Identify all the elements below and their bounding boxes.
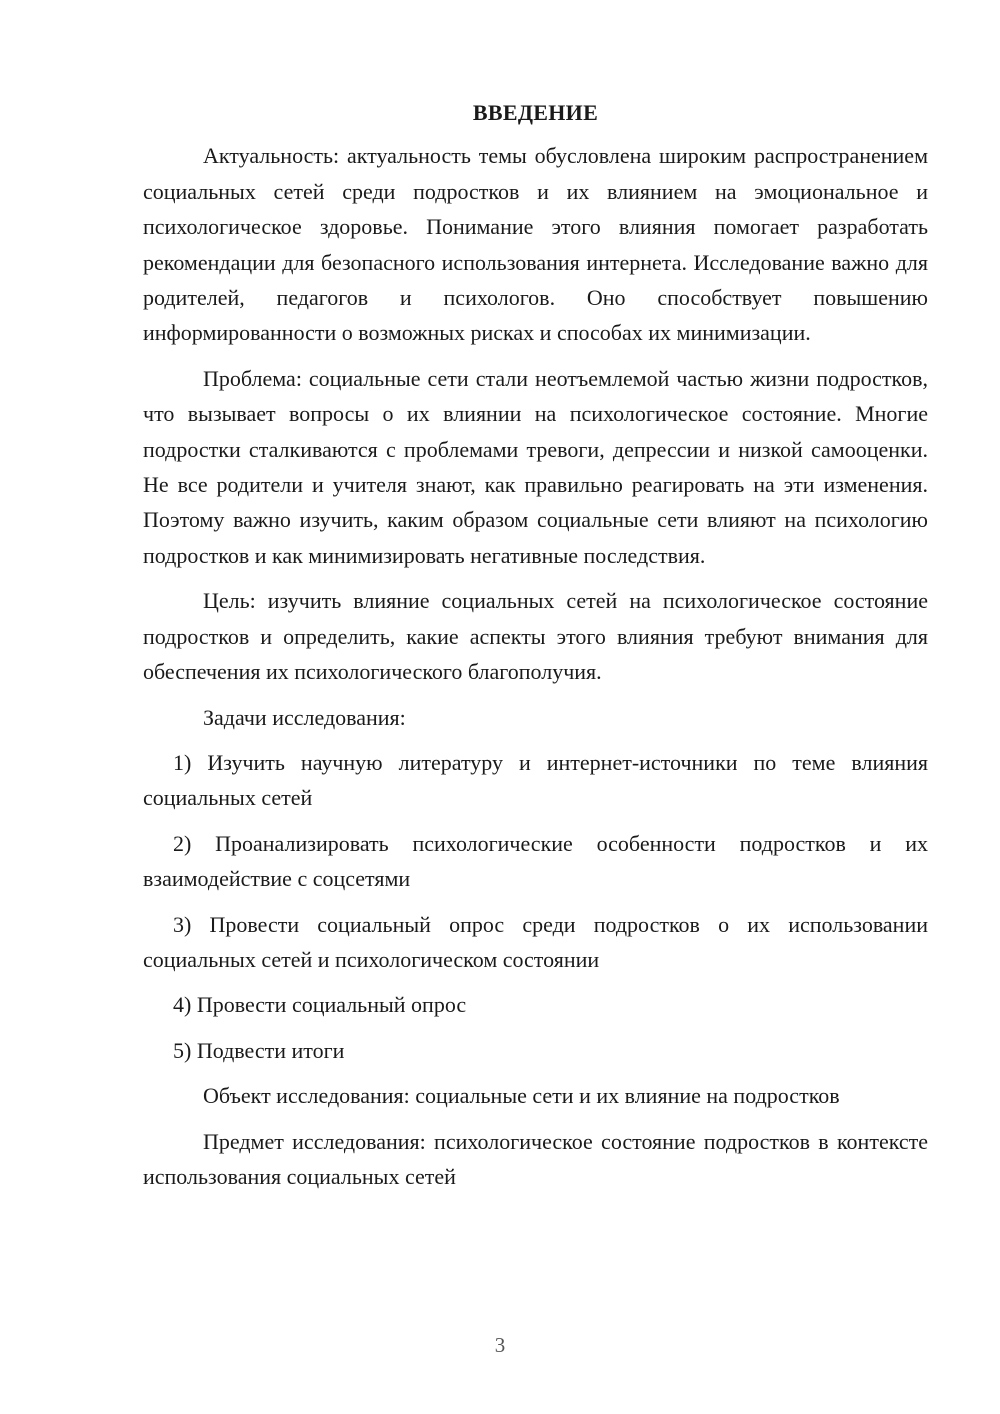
task-item-1: 1) Изучить научную литературу и интернет-источники по теме влияния социальных сетей [143,749,928,811]
task-item-3: 3) Провести социальный опрос среди подростков о их использовании социальных сетей и психологическом состоянии [143,911,928,972]
document-title: ВВЕДЕНИЕ [472,100,599,125]
research-subject: Предмет исследования: психологическое состояние подростков в контексте использования социальных сетей [143,1128,928,1189]
research-object: Объект исследования: социальные сети и их влияние на подростков [203,1083,840,1109]
task-item-4: 4) Провести социальный опрос [173,992,467,1018]
paragraph-goal: Цель: изучить влияние социальных сетей на психологическое состояние подростков и определить, какие аспекты этого влияния требуют внимания для обеспечения их психологического благополучия. [143,588,928,685]
paragraph-relevance: Актуальность: актуальность темы обусловлена широким распространением социальных сетей среди подростков и их влиянием на эмоциональное и психологическое здоровье. Понимание этого влияния помогает разработать рекомендации для безопасного использования интернета. Исследование важно для родителей, педагогов и психологов. Оно способствует повышению информированности о возможных рисках и способах их минимизации. [143,143,928,346]
task-item-5: 5) Подвести итоги [173,1037,345,1063]
task-item-2: 2) Проанализировать психологические особенности подростков и их взаимодействие с соцсетями [143,830,928,892]
tasks-heading: Задачи исследования: [203,704,406,730]
paragraph-problem: Проблема: социальные сети стали неотъемлемой частью жизни подростков, что вызывает вопросы о их влиянии на психологическое состояние. Многие подростки сталкиваются с проблемами тревоги, депрессии и низкой самооценки. Не все родители и учителя знают, как правильно реагировать на эти изменения. Поэтому важно изучить, каким образом социальные сети влияют на психологию подростков и как минимизировать негативные последствия. [143,365,928,568]
document-page [143,95,928,1204]
page-number: 3 [494,1333,506,1357]
